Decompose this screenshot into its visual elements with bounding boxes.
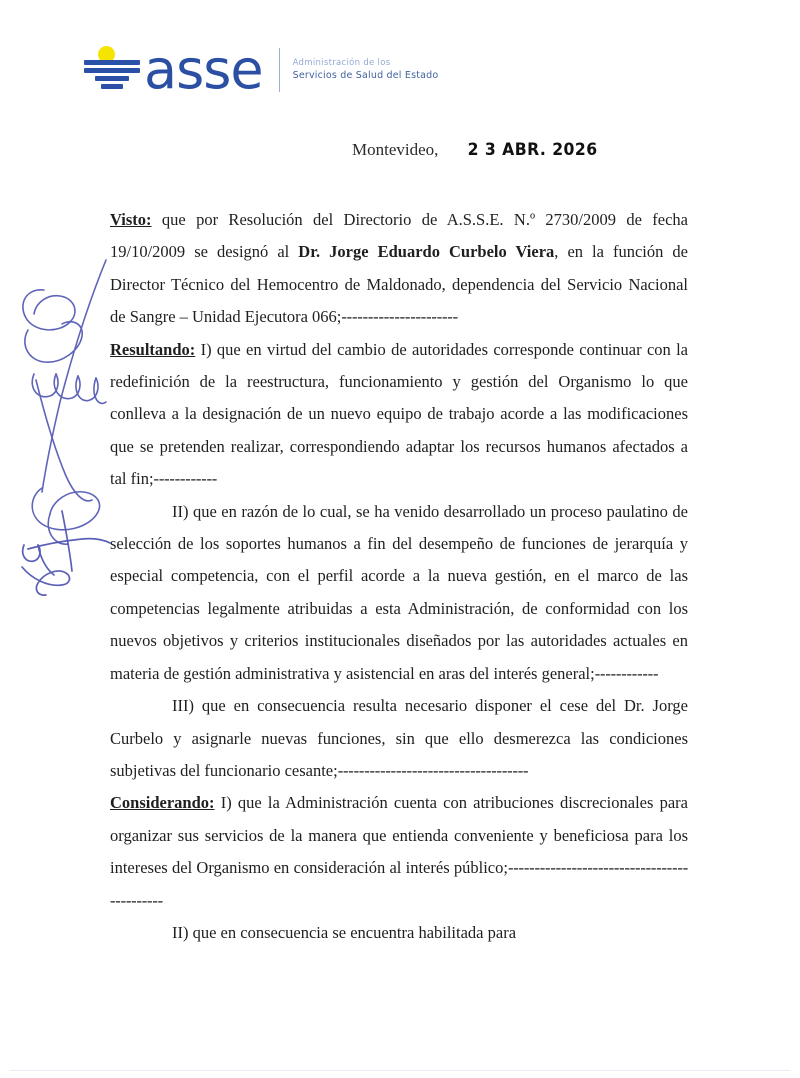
date-stamp: 2 3 ABR. 2026 (468, 140, 598, 160)
paragraph-resultando-2 (110, 496, 688, 690)
dateline (352, 140, 604, 160)
paragraph-considerando-2 (110, 917, 688, 949)
considerando-item-2: II) que en consecuencia se encuentra habilitada para (172, 922, 517, 942)
logo-tagline-line-2: Servicios de Salud del Estado (292, 70, 439, 82)
handwritten-initials (18, 505, 118, 600)
resultando-item-3: III) que en consecuencia resulta necesario disponer el cese del Dr. Jorge Curbelo y asignarle nuevas funciones, sin que ello desmerezca las condiciones subjetivas del funcionario cesante; (110, 696, 688, 780)
resultando-item-1-fill: ------------ (153, 469, 218, 489)
logo-bar-1 (84, 60, 140, 65)
paragraph-considerando-1 (110, 787, 688, 917)
logo-bar-2 (84, 68, 140, 73)
considerando-item-1-fill: -------------------------------------------- (110, 858, 688, 910)
logo-divider (279, 48, 280, 92)
asse-wordmark: asse (144, 38, 263, 101)
bars-icon (84, 60, 140, 92)
document-body (110, 204, 688, 949)
dateline-city: Montevideo, (352, 140, 439, 159)
footer-rule (10, 1070, 790, 1071)
paragraph-resultando-1 (110, 334, 688, 496)
logo-bar-3 (95, 76, 129, 81)
visto-text: que por Resolución del Directorio de A.S.S.E. N.º 2730/2009 de fecha 19/10/2009 se designó al (110, 210, 688, 262)
visto-label: Visto: (110, 210, 152, 229)
logo-bar-4 (101, 84, 123, 89)
asse-logo-mark (84, 44, 140, 96)
handwritten-signature (14, 252, 124, 602)
visto-person-name: Dr. Jorge Eduardo Curbelo Viera (298, 242, 555, 262)
resultando-item-2: II) que en razón de lo cual, se ha venido desarrollado un proceso paulatino de selección de los soportes humanos a fin del desempeño de funciones de jerarquía y especial competencia, con el perfil acorde a la nueva gestión, en el marco de las competencias legalmente atribuidas a esta Administración, de conformidad con los nuevos objetivos y criterios institucionales diseñados por las autoridades actuales en materia de gestión administrativa y asistencial en aras del interés general; (110, 501, 688, 683)
paragraph-visto (110, 204, 688, 334)
considerando-item-1: I) que la Administración cuenta con atribuciones discrecionales para organizar sus servicios de la manera que entienda conveniente y beneficiosa para los intereses del Organismo en consideración al interés público; (110, 793, 688, 878)
letterhead (84, 40, 438, 100)
logo-tagline (293, 57, 439, 83)
considerando-label: Considerando: (110, 793, 215, 813)
visto-text-after: , en la función de Director Técnico del Hemocentro de Maldonado, dependencia del Servicio Nacional de Sangre – Unidad Ejecutora 066; (110, 242, 688, 327)
logo-tagline-line-1: Administración de los (292, 57, 391, 68)
resultando-item-3-fill: ------------------------------------ (337, 760, 529, 780)
visto-fill-dashes: ---------------------- (341, 307, 458, 327)
resultando-item-2-fill: ------------ (594, 663, 659, 683)
paragraph-resultando-3 (110, 690, 688, 787)
resultando-item-1: I) que en virtud del cambio de autoridades corresponde continuar con la redefinición de la reestructura, funcionamiento y gestión del Organismo lo que conlleva a la designación de un nuevo equipo de trabajo acorde a las modificaciones que se pretenden realizar, correspondiendo adaptar los recursos humanos afectados a tal fin; (110, 339, 688, 489)
resultando-label: Resultando: (110, 339, 196, 359)
